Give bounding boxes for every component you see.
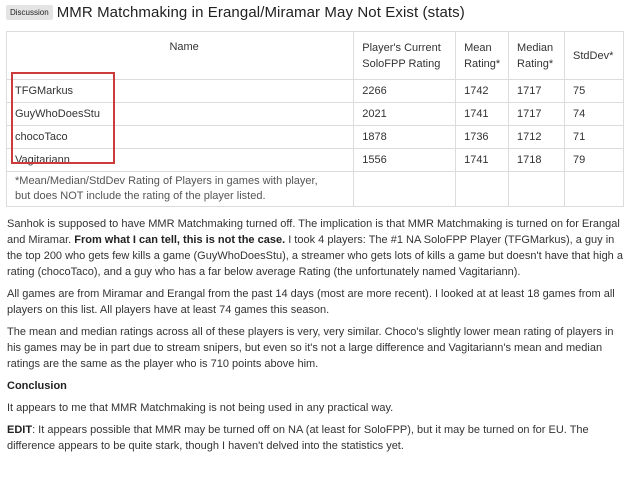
stddev-cell: 79 bbox=[565, 149, 624, 172]
stddev-cell: 74 bbox=[565, 103, 624, 126]
mean-rating-cell: 1741 bbox=[456, 103, 509, 126]
median-rating-cell: 1712 bbox=[509, 126, 565, 149]
column-header-median-rating: Median Rating* bbox=[509, 32, 565, 80]
stddev-cell: 75 bbox=[565, 80, 624, 103]
edit-label: EDIT bbox=[7, 424, 33, 436]
table-footnote: *Mean/Median/StdDev Rating of Players in games with player, but does NOT include the rating of the player listed. bbox=[7, 172, 354, 207]
bold-claim: From what I can tell, this is not the case. bbox=[74, 234, 286, 246]
mean-rating-cell: 1741 bbox=[456, 149, 509, 172]
conclusion-paragraph: It appears to me that MMR Matchmaking is not being used in any practical way. bbox=[7, 402, 394, 414]
table-footnote-row bbox=[7, 172, 624, 207]
stddev-cell: 71 bbox=[565, 126, 624, 149]
column-header-mean-rating: Mean Rating* bbox=[456, 32, 509, 80]
player-names-highlight-box bbox=[11, 72, 115, 164]
discussion-flair-badge[interactable]: Discussion bbox=[6, 5, 53, 20]
current-rating-cell: 1878 bbox=[354, 126, 456, 149]
current-rating-cell: 2021 bbox=[354, 103, 456, 126]
current-rating-cell: 2266 bbox=[354, 80, 456, 103]
mean-rating-cell: 1742 bbox=[456, 80, 509, 103]
empty-cell bbox=[456, 172, 509, 207]
player-name-cell: GuyWhoDoesStu bbox=[7, 103, 354, 126]
empty-cell bbox=[565, 172, 624, 207]
median-rating-cell: 1717 bbox=[509, 80, 565, 103]
post-header bbox=[6, 4, 465, 20]
median-rating-cell: 1718 bbox=[509, 149, 565, 172]
player-name-cell: chocoTaco bbox=[7, 126, 354, 149]
column-header-current-rating: Player's Current SoloFPP Rating bbox=[354, 32, 456, 80]
body-paragraph: Sanhok is supposed to have MMR Matchmaking turned off. The implication is that MMR Matchmaking is turned on for Erangal and Miramar. From what I can tell, this is not the case. I took 4 players: The #1 NA SoloFPP Player (TFGMarkus), a guy in the top 200 who gets few kills a game (GuyWhoDoesStu), a streamer who gets lots of kills a game but doesn't have that high a rating (chocoTaco), and a guy who has a far below average Rating (the unfortunately named Vagitariann). bbox=[7, 218, 623, 278]
post-title[interactable]: MMR Matchmaking in Erangal/Miramar May Not Exist (stats) bbox=[56, 3, 465, 21]
empty-cell bbox=[509, 172, 565, 207]
conclusion-heading: Conclusion bbox=[7, 380, 67, 392]
mean-rating-cell: 1736 bbox=[456, 126, 509, 149]
empty-cell bbox=[354, 172, 456, 207]
body-paragraph: All games are from Miramar and Erangal from the past 14 days (most are more recent). I looked at at least 18 games from all players on this list. All players have at least 74 games this season. bbox=[7, 288, 615, 316]
post-body bbox=[7, 216, 627, 460]
edit-paragraph: EDIT: It appears possible that MMR may be turned off on NA (at least for SoloFPP), but it may be turned on for EU. The difference appears to be quite stark, though I haven't delved into the statistics yet. bbox=[7, 424, 589, 452]
column-header-name: Name bbox=[7, 32, 354, 80]
player-name-cell: Vagitariann bbox=[7, 149, 354, 172]
player-name-cell: TFGMarkus bbox=[7, 80, 354, 103]
body-paragraph: The mean and median ratings across all of these players is very, very similar. Choco's slightly lower mean rating of players in his games may be in part due to stream snipers, but even so it's not a large difference and Vagitariann's mean and median ratings are the same as the player who is 710 points above him. bbox=[7, 326, 614, 370]
column-header-stddev: StdDev* bbox=[565, 32, 624, 80]
current-rating-cell: 1556 bbox=[354, 149, 456, 172]
median-rating-cell: 1717 bbox=[509, 103, 565, 126]
